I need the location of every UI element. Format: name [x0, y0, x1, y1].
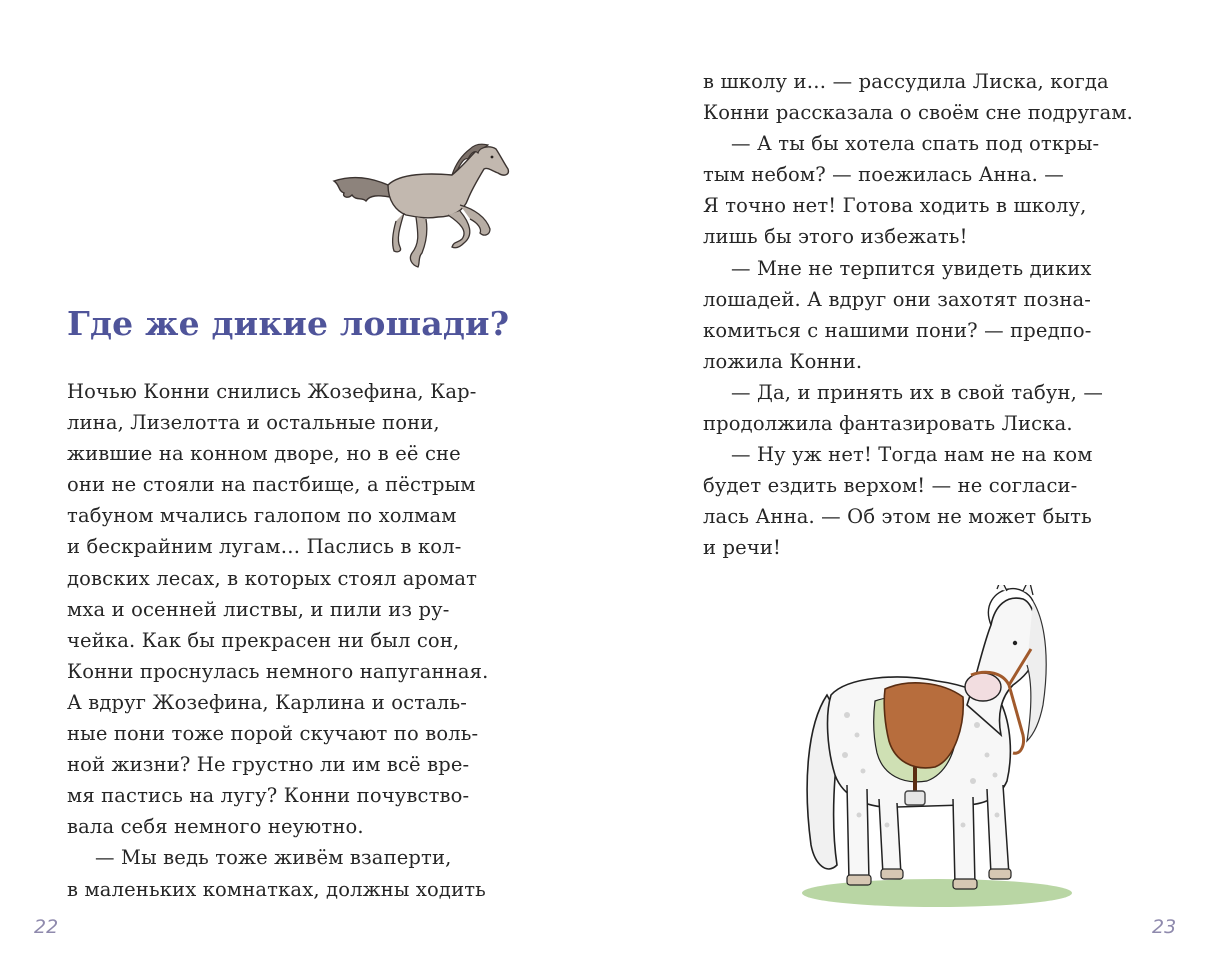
text-line: — А ты бы хотела спать под откры-	[731, 132, 1100, 156]
text-line: они не стояли на пастбище, а пёстрым	[67, 473, 476, 497]
page-number: 22	[34, 916, 59, 938]
text-line: вала себя немного неуютно.	[67, 815, 364, 839]
text-line: — Ну уж нет! Тогда нам не на ком	[731, 443, 1093, 467]
saddled-pony-illustration	[787, 585, 1077, 910]
text-line: Конни проснулась немного напуганная.	[67, 659, 489, 683]
text-line: продолжила фантазировать Лиска.	[703, 412, 1073, 436]
text-line: лась Анна. — Об этом не может быть	[703, 505, 1092, 529]
text-line: Ночью Конни снились Жозефина, Кар-	[67, 380, 477, 403]
text-line: лошадей. А вдруг они захотят позна-	[703, 287, 1091, 311]
text-line: комиться с нашими пони? — предпо-	[703, 318, 1092, 342]
text-line: мха и осенней листвы, и пили из ру-	[67, 597, 450, 621]
text-line: Конни рассказала о своём сне подругам.	[703, 101, 1134, 125]
text-line: лина, Лизелотта и остальные пони,	[67, 411, 440, 435]
text-line: — Да, и принять их в свой табун, —	[731, 380, 1103, 404]
right-page	[607, 0, 1214, 975]
text-line: ложила Конни.	[703, 349, 863, 373]
text-line: табуном мчались галопом по холмам	[67, 504, 457, 528]
text-line: ные пони тоже порой скучают по воль-	[67, 722, 479, 746]
text-line: лишь бы этого избежать!	[703, 225, 968, 249]
right-page-body-text	[703, 66, 1133, 564]
page-number: 23	[1152, 916, 1177, 938]
text-line: и бескрайним лугам… Паслись в кол-	[67, 535, 462, 559]
text-line: Я точно нет! Готова ходить в школу,	[703, 194, 1087, 218]
text-line: ной жизни? Не грустно ли им всё вре-	[67, 753, 470, 777]
text-line: — Мы ведь тоже живём взаперти,	[95, 846, 452, 870]
text-line: жившие на конном дворе, но в её сне	[67, 442, 461, 466]
left-page-body-text	[67, 376, 488, 905]
text-line: мя пастись на лугу? Конни почувство-	[67, 784, 470, 808]
chapter-title: Где же дикие лошади?	[67, 304, 510, 343]
text-line: — Мне не терпится увидеть диких	[731, 256, 1092, 280]
text-line: тым небом? — поежилась Анна. —	[703, 163, 1064, 187]
text-line: будет ездить верхом! — не согласи-	[703, 474, 1078, 498]
text-line: и речи!	[703, 536, 781, 560]
text-line: в маленьких комнатках, должны ходить	[67, 877, 486, 901]
text-line: чейка. Как бы прекрасен ни был сон,	[67, 628, 460, 652]
text-line: в школу и… — рассудила Лиска, когда	[703, 70, 1109, 93]
text-line: А вдруг Жозефина, Карлина и осталь-	[67, 690, 467, 714]
galloping-horse-illustration	[330, 135, 512, 275]
text-line: довских лесах, в которых стоял аромат	[67, 566, 478, 590]
